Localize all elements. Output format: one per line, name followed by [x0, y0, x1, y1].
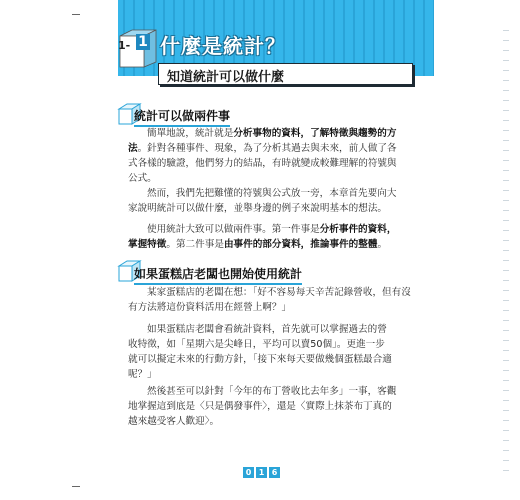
section2-paragraph-2: [128, 322, 396, 382]
section2-paragraph-3: [128, 384, 396, 429]
page-number-digit: 6: [269, 467, 280, 478]
text-line: 然後甚至可以針對「今年的布丁營收比去年多」一事，客觀: [147, 386, 397, 397]
bold-text-run: 由事件的部分資料，推論事件的整體: [223, 239, 378, 250]
bold-text-run: 分析事物的資料，了解特徵與趨勢的方: [233, 128, 397, 139]
page-number-digit: 1: [256, 467, 267, 478]
bold-text-run: 分析事件的資料，: [319, 224, 397, 235]
text-line: 收特徵，如「星期六是尖峰日，平均可以賣50個」。更進一步: [128, 339, 385, 350]
text-run: 。: [377, 239, 388, 250]
text-line: 然而，我們先把難懂的符號與公式放一旁，本章首先要向大: [147, 188, 397, 199]
bold-text-run: 掌握特徵: [128, 239, 167, 250]
text-line: 地掌握這到底是〈只是偶發事件〉，還是〈實際上抹茶布丁真的: [128, 401, 392, 412]
chapter-title: 什麼是統計？: [160, 34, 286, 58]
text-line: 如果蛋糕店老闆會看統計資料，首先就可以掌握過去的營: [147, 324, 387, 335]
section1-paragraph-1: [128, 126, 396, 186]
text-line: 越來越受客人歡迎〉。: [128, 416, 220, 427]
crop-mark: [72, 486, 80, 487]
page-number: [243, 467, 280, 478]
chapter-subtitle-box: [158, 63, 413, 85]
text-line: 某家蛋糕店的老闆在想：「好不容易每天辛苦記錄營收，但有沒: [147, 287, 411, 298]
section-title-text: 統計可以做兩件事: [134, 109, 231, 123]
text-run: 公式。: [128, 173, 157, 184]
text-run: 使用統計大致可以做兩件事。第一件事是: [147, 224, 320, 235]
text-line: 就可以擬定未來的行動方針，「接下來每天要做幾個蛋糕最合適: [128, 354, 392, 365]
text-run: 簡單地說，統計就是: [147, 128, 234, 139]
chapter-number: 1: [136, 34, 150, 50]
section-title-text: 如果蛋糕店老闆也開始使用統計: [134, 267, 303, 281]
section-title-1: [134, 107, 230, 127]
text-line: [128, 237, 396, 252]
section1-paragraph-2: [128, 186, 396, 216]
page-number-digit: 0: [243, 467, 254, 478]
section1-paragraph-3: [128, 222, 396, 252]
text-run: 。針對各種事件、現象，為了分析其過去與未來，前人做了各: [137, 143, 397, 154]
text-line: [128, 171, 396, 186]
text-line: [128, 141, 396, 156]
text-run: 式各樣的驗證，他們努力的結晶，有時就變成較難理解的符號與: [128, 158, 397, 169]
text-line: [128, 222, 396, 237]
page-edge-marks: [503, 30, 513, 480]
crop-mark: [72, 14, 80, 15]
chapter-number-prefix: 1-: [118, 39, 131, 52]
text-line: 呢？」: [128, 369, 157, 380]
text-line: [128, 156, 396, 171]
text-run: 。第二件事是: [166, 239, 224, 250]
text-line: [128, 126, 396, 141]
text-line: 有方法將這份資料活用在經營上啊？」: [128, 302, 292, 313]
text-line: 家說明統計可以做什麼，並舉身邊的例子來說明基本的想法。: [128, 203, 388, 214]
section2-paragraph-1: [128, 285, 411, 315]
section-title-2: [134, 265, 302, 285]
bold-text-run: 法: [128, 143, 138, 154]
chapter-subtitle: 知道統計可以做什麼: [167, 70, 285, 85]
